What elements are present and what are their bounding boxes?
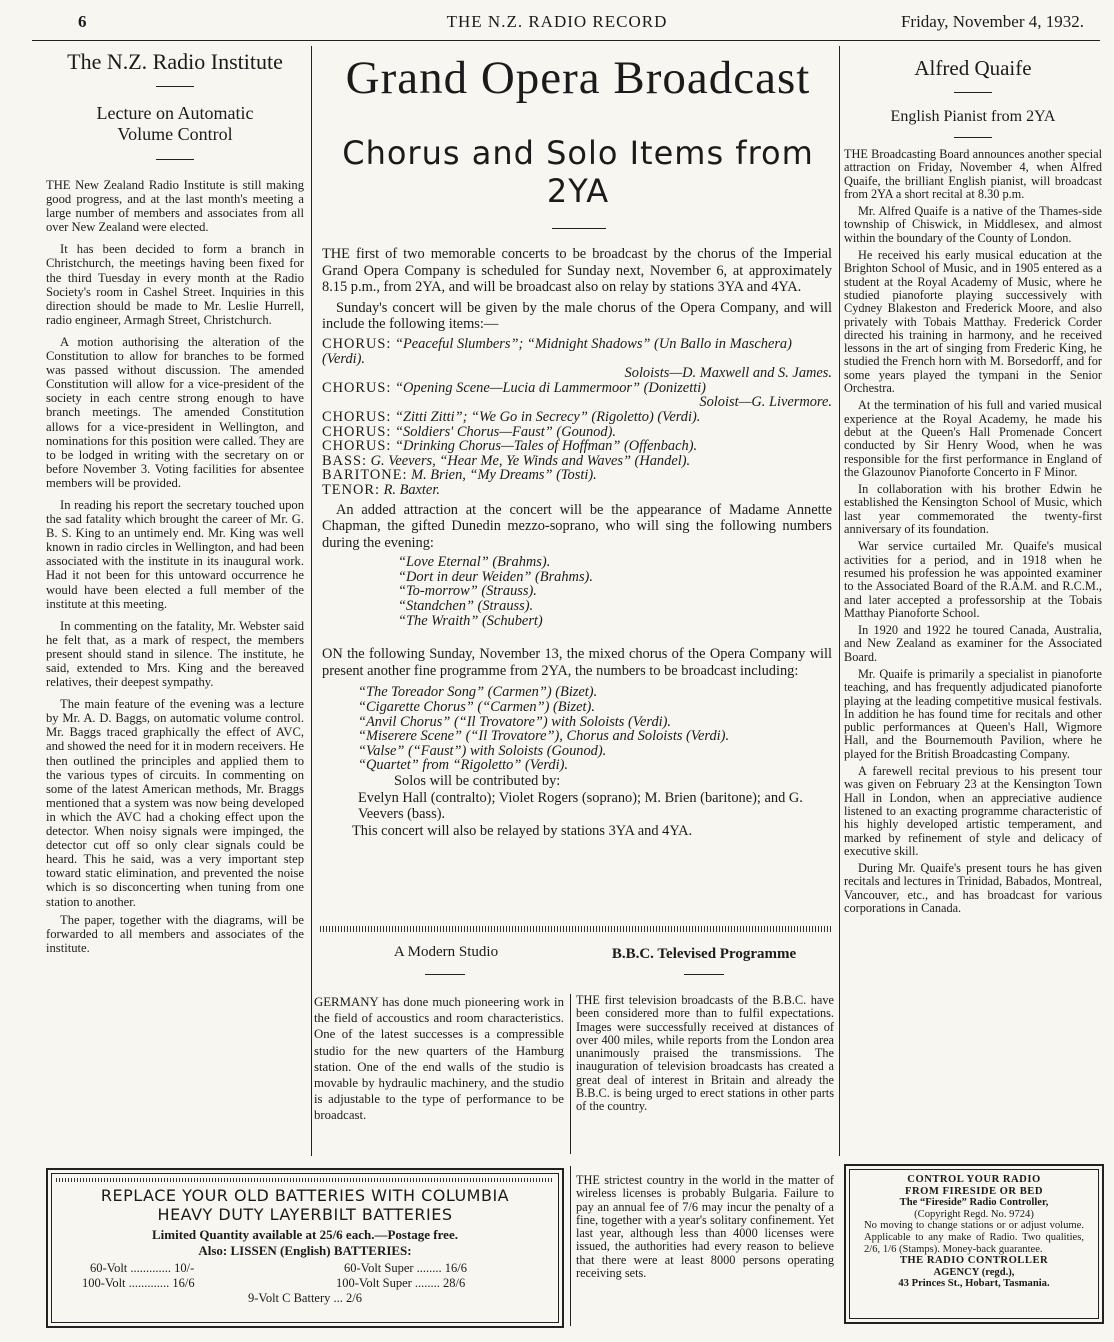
paragraph: THE strictest country in the world in the matter of wireless licenses is probably Bulgaria. Failure to pay an annual fee of 7/6 may incur the penalty of a fine, together with a year's solitary confinement. Yet last year, although less than 4000 licenses were issued, the authorities had every reason to believe that there were at least 8000 persons operating receiving sets.: [576, 1173, 834, 1281]
programme-soloists: Soloist—G. Livermore.: [699, 394, 832, 411]
ad-address: 43 Princes St., Hobart, Tasmania.: [898, 1278, 1050, 1290]
page-number: 6: [78, 12, 87, 31]
paragraph: THE Broadcasting Board announces another special attraction on Friday, November 4, when Alfred Quaife, the brilliant English pianist, will broadcast from 2YA a short recital at 8.30 p.m.: [844, 147, 1102, 201]
paragraph: GERMANY has done much pioneering work in the field of accoustics and room characteristics. One of the latest successes is a compressible studio for the new quarters of the Hamburg station. One of the end walls of the studio is movable by hydraulic machinery, and the studio is adjustable to the type of performance to be broadcast.: [314, 995, 564, 1123]
quaife-article: [844, 56, 1102, 919]
subtitle-rule: [156, 159, 194, 160]
paragraph: War service curtailed Mr. Quaife's musical activities for a period, and in 1918 when he resumed his profession he was appointed examiner to the Associated Board of the R.A.M. and R.C.M., and later accepted a professorship at the Tobais Matthay Pianoforte School.: [844, 539, 1102, 620]
paragraph: The main feature of the evening was a lecture by Mr. A. D. Baggs, on automatic volume control. Mr. Baggs traced graphically the effect of AVC, and showed the need for it in modern receivers. He then outlined the principles and applied them to the various types of circuits. In commenting on some of the latest American methods, Mr. Braggs mentioned that a system was now being developed in which the AVC had a choking effect upon the detector. When noisy signals were impinged, the detector cut off so only clear signals could be heard. This he said, was a very important step toward static elimination, and prevented the noise which is so disconcerting when tuning from one station to another.: [46, 697, 304, 909]
song-item: “The Wraith” (Schubert): [398, 612, 543, 629]
paragraph: During Mr. Quaife's present tours he has given recitals and lectures in Trinidad, Babados, Montreal, Vancouver, etc., and has broadcast for various corporations in Canada.: [844, 861, 1102, 916]
paragraph: It has been decided to form a branch in Christchurch, the meetings having been fixed for the third Tuesday in every month at the Radio Society's room in Cashel Street. Inquiries in this direction should be made to Mr. Leslie Hurrell, radio engineer, Armagh Street, Christchurch.: [46, 242, 304, 327]
ad-hatch: [56, 1178, 554, 1182]
paragraph: ON the following Sunday, November 13, the mixed chorus of the Opera Company will present another fine programme from 2YA, the numbers to be broadcast including:: [322, 646, 832, 679]
ad-offer: Limited Quantity available at 25/6 each.—Postage free.: [152, 1227, 458, 1242]
ad-company: THE RADIO CONTROLLER: [899, 1255, 1049, 1267]
ad-headline-2: HEAVY DUTY LAYERBILT BATTERIES: [157, 1205, 453, 1224]
song-item: “Standchen” (Strauss).: [398, 598, 534, 615]
paragraph: THE first of two memorable concerts to be broadcast by the chorus of the Imperial Grand Opera Company is scheduled for Sunday next, November 6, at approximately 8.15 p.m., from 2YA, and will be broadcast also on relay by stations 3YA and 4YA.: [322, 246, 832, 296]
solos-names: Evelyn Hall (contralto); Violet Rogers (soprano); M. Brien (baritone); and G. Veevers (bass).: [358, 789, 803, 823]
programme-item: CHORUS: “Zitti Zitti”; “We Go in Secrecy” (Rigoletto) (Verdi).: [322, 408, 701, 425]
ad-headline-2: FROM FIRESIDE OR BED: [904, 1185, 1044, 1197]
ad-copyright: (Copyright Regd. No. 9724): [914, 1208, 1034, 1220]
programme-item: TENOR: R. Baxter.: [322, 481, 440, 498]
price-right: 100-Volt Super ........ 28/6: [336, 1276, 466, 1290]
masthead: THE N.Z. RADIO RECORD: [446, 12, 668, 31]
paragraph: The paper, together with the diagrams, will be forwarded to all members and associates of the institute.: [46, 912, 304, 955]
battery-advertisement: [46, 1168, 564, 1328]
programme-item: “Valse” (“Faust”) with Soloists (Gounod).: [358, 742, 607, 759]
paragraph: In reading his report the secretary touched upon the sad fatality which brought the career of Mr. G. B. S. King to an untimely end. Mr. King was well known in radio circles in Wellington, and had been associated with the institute in its inaugural work. Had it not been for this untoward occurrence he would have been elected a full member of the institute at this meeting.: [46, 497, 304, 611]
song-item: “Dort in deur Weiden” (Brahms).: [398, 568, 593, 585]
price-row: [52, 1261, 558, 1276]
programme-item: “Quartet” from “Rigoletto” (Verdi).: [358, 757, 569, 774]
title-rule: [156, 86, 194, 87]
paragraph: In 1920 and 1922 he toured Canada, Australia, and New Zealand as examiner for the Associated Board.: [844, 623, 1102, 664]
article-subtitle: English Pianist from 2YA: [890, 108, 1056, 125]
ad-headline: CONTROL YOUR RADIO: [907, 1174, 1041, 1185]
paragraph: He received his early musical education at the Brighton School of Music, and in 1905 entered as a student at the Royal Academy of Music, where he studied pianoforte playing successively with Cydney Blakeston and Frederick Moore, and also privately with Tobais Matthay. Frederick Corder directed his training in harmony, and he received lessons in the art of singing from Frederic King, he studied the French horn with M. Borsedorff, and for some years played the tympani in the Senior Orchestra.: [844, 248, 1102, 396]
programme-item: CHORUS: “Soldiers' Chorus—Faust” (Gounod).: [322, 423, 616, 440]
paragraph: An added attraction at the concert will be the appearance of Madame Annette Chapman, the gifted Dunedin mezzo-soprano, who will sing the following numbers during the evening:: [322, 501, 832, 551]
header-rule: [32, 40, 1100, 41]
paragraph: Mr. Quaife is primarily a specialist in pianoforte teaching, and has frequently adjudicated pianoforte playing at the leading competitive musical festivals. In addition he has found time for recitals and other public performances at Queen's Hall, Wigmore Hall, and the Bournemouth Pavilion, where he played for the British Broadcasting Company.: [844, 666, 1102, 761]
bbc-rule: [684, 974, 724, 975]
title-rule: [954, 92, 992, 93]
opera-article: [322, 246, 832, 839]
programme-item: “The Toreador Song” (Carmen”) (Bizet).: [358, 684, 598, 701]
controller-advertisement: [844, 1164, 1104, 1324]
programme-list: [322, 337, 832, 498]
section-hatch-rule: [320, 926, 832, 932]
article-title: Alfred Quaife: [914, 56, 1032, 80]
bbc-title: B.B.C. Televised Programme: [611, 946, 797, 962]
programme-item: CHORUS: “Drinking Chorus—Tales of Hoffman” (Offenbach).: [322, 438, 698, 455]
ad-headline: REPLACE YOUR OLD BATTERIES WITH COLUMBIA: [100, 1186, 510, 1205]
paragraph: Mr. Alfred Quaife is a native of the Thames-side township of Chiswick, in Middlesex, and almost within the boundary of the County of London.: [844, 204, 1102, 245]
paragraph: THE first television broadcasts of the B.B.C. have been considered more than to fulfil expectations. Images were successfully received at distances of over 400 miles, while reports from the London area unanimously praised the transmissions. The inauguration of television broadcasts has created a great deal of interest in Britain and already the B.B.C. is being urged to erect stations in other parts of the country.: [576, 993, 834, 1114]
ad-agency: AGENCY (regd.),: [933, 1266, 1015, 1278]
studio-title: A Modern Studio: [393, 944, 499, 960]
paragraph: A farewell recital previous to his present tour was given on February 23 at the Kensington Town Hall in London, when an appreciative audience listened to an exacting programme characteristic of his highly developed artistic temperament, and marked by refinement of style and delicacy of executive skill.: [844, 764, 1102, 858]
programme-item: BASS: G. Veevers, “Hear Me, Ye Winds and Waves” (Handel).: [322, 452, 691, 469]
relay-line: This concert will also be relayed by stations 3YA and 4YA.: [352, 822, 693, 839]
issue-date: Friday, November 4, 1932.: [900, 12, 1084, 31]
page-header: [0, 10, 1114, 38]
paragraph: A motion authorising the alteration of the Constitution to allow for branches to be formed was passed without discussion. The amended Constitution will allow for a vice-president of the society in each centre strong enough to have branch meetings. The amended Constitution allows for a vice-president in Wellington, and nominations for this position were called. They are to be lodged in writing with the secretary on or before November 3. Voting facilities for absentee members will be provided.: [46, 334, 304, 490]
main-headline: Grand Opera Broadcast: [345, 52, 811, 104]
paragraph: In collaboration with his brother Edwin he established the Kensington School of Music, which last year commemorated the twenty-first anniversary of its foundation.: [844, 482, 1102, 537]
bulgaria-article: [576, 1174, 834, 1284]
programme-item: CHORUS: “Peaceful Slumbers”; “Midnight Shadows” (Un Ballo in Maschera) (Verdi).: [322, 335, 792, 367]
ad-body: No moving to change stations or or adjust volume. Applicable to any make of Radio. Two qualities, 2/6, 1/6 (Stamps). Money-back guarantee.: [864, 1220, 1084, 1255]
programme-item: CHORUS: “Opening Scene—Lucia di Lammermoor” (Donizetti): [322, 379, 706, 396]
subtitle-rule: [954, 137, 992, 138]
paragraph: At the termination of his full and varied musical experience at the Royal Academy, he made his debut at the Queen's Hall Promenade Concert conducted by Sir Henry Wood, when he was responsible for the first performance in England of the Glazounov Pianoforte Concerto in F Minor.: [844, 398, 1102, 479]
second-programme-list: [358, 685, 832, 773]
bottom-divider: [570, 1166, 571, 1326]
bbc-article: [576, 994, 834, 1118]
ad-product: The “Fireside” Radio Controller,: [899, 1197, 1049, 1209]
column-divider-right: [839, 46, 840, 1156]
song-item: “To-morrow” (Strauss).: [398, 583, 537, 600]
article-subtitle: Lecture on Automatic Volume Control: [96, 103, 254, 144]
programme-item: BARITONE: M. Brien, “My Dreams” (Tosti).: [322, 467, 597, 484]
column-divider-left: [311, 46, 312, 1156]
studio-article: [314, 994, 564, 1128]
price-left: 60-Volt ............. 10/-: [90, 1261, 195, 1275]
paragraph: In commenting on the fatality, Mr. Webster said he felt that, as a mark of respect, the members present should stand in silence. The institute, he said, extended to Mrs. King and the bereaved relatives, their deepest sympathy.: [46, 618, 304, 690]
studio-divider: [570, 994, 571, 1154]
song-list: [398, 555, 832, 628]
programme-item: “Anvil Chorus” (“Il Trovatore”) with Soloists (Verdi).: [358, 713, 672, 730]
programme-item: “Miserere Scene” (“Il Trovatore”), Chorus and Soloists (Verdi).: [358, 728, 730, 745]
ad-lissen: Also: LISSEN (English) BATTERIES:: [198, 1243, 412, 1258]
price-last: 9-Volt C Battery ... 2/6: [247, 1291, 362, 1305]
price-right: 60-Volt Super ........ 16/6: [344, 1261, 468, 1275]
solos-line: Solos will be contributed by:: [394, 773, 561, 789]
paragraph: THE New Zealand Radio Institute is still making good progress, and at the last month's meeting a large number of members and associates from all over New Zealand were elected.: [46, 178, 304, 235]
price-row: [52, 1276, 558, 1291]
article-title: The N.Z. Radio Institute: [67, 49, 283, 74]
song-item: “Love Eternal” (Brahms).: [398, 554, 551, 571]
main-subheadline: Chorus and Solo Items from 2YA: [342, 134, 814, 210]
programme-item: “Cigarette Chorus” (“Carmen”) (Bizet).: [358, 699, 595, 716]
radio-institute-article: [46, 50, 304, 959]
headline-rule: [552, 228, 606, 229]
studio-rule: [425, 974, 465, 975]
paragraph: Sunday's concert will be given by the male chorus of the Opera Company, and will include the following items:—: [322, 299, 832, 333]
price-left: 100-Volt ............. 16/6: [82, 1276, 195, 1290]
programme-soloists: Soloists—D. Maxwell and S. James.: [624, 365, 832, 382]
